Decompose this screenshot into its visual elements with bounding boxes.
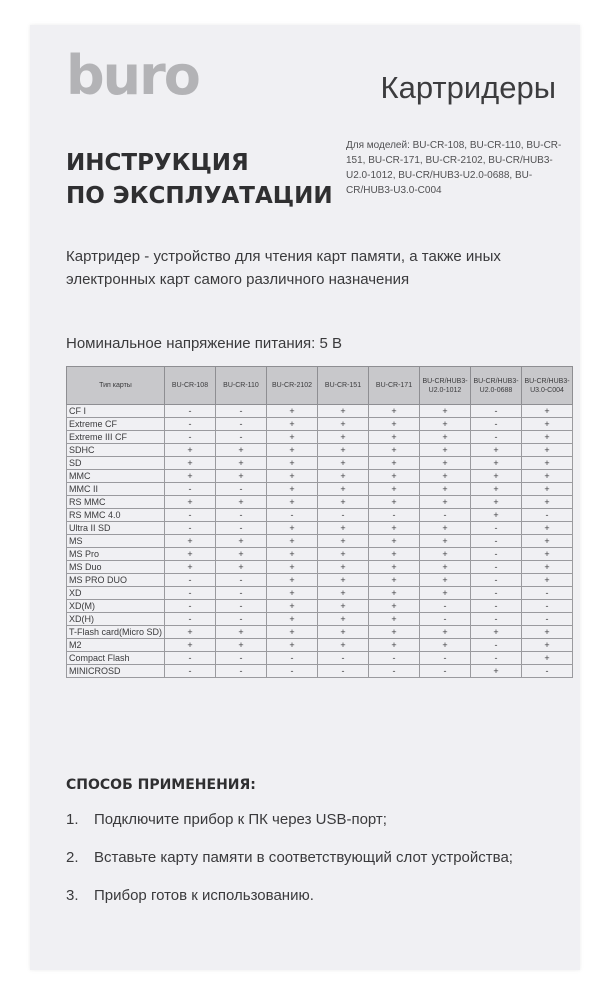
- card-type-cell: XD(H): [67, 613, 165, 626]
- support-cell: +: [369, 522, 420, 535]
- support-cell: +: [420, 405, 471, 418]
- product-title: Картридеры: [380, 70, 556, 105]
- table-row: [67, 470, 573, 483]
- card-type-cell: Ultra II SD: [67, 522, 165, 535]
- card-type-cell: SDHC: [67, 444, 165, 457]
- support-cell: -: [165, 509, 216, 522]
- support-cell: -: [165, 613, 216, 626]
- support-cell: +: [420, 483, 471, 496]
- intro-paragraph: Картридер - устройство для чтения карт памяти, а также иных электронных карт самого различного назначения: [66, 248, 501, 288]
- support-cell: +: [369, 587, 420, 600]
- support-cell: -: [522, 509, 573, 522]
- support-cell: +: [522, 626, 573, 639]
- support-cell: -: [165, 574, 216, 587]
- support-cell: +: [216, 444, 267, 457]
- support-cell: +: [522, 418, 573, 431]
- support-cell: -: [420, 665, 471, 678]
- support-cell: +: [471, 444, 522, 457]
- support-cell: +: [522, 535, 573, 548]
- support-cell: +: [369, 613, 420, 626]
- step-number: 1.: [66, 811, 79, 828]
- card-type-cell: MMC: [67, 470, 165, 483]
- support-cell: +: [267, 548, 318, 561]
- support-cell: -: [165, 522, 216, 535]
- support-cell: +: [165, 470, 216, 483]
- support-cell: +: [318, 600, 369, 613]
- step-text: Прибор готов к использованию.: [94, 887, 314, 904]
- support-cell: -: [471, 587, 522, 600]
- compatibility-table: [66, 366, 573, 678]
- card-type-cell: MMC II: [67, 483, 165, 496]
- support-cell: +: [420, 496, 471, 509]
- support-cell: -: [318, 652, 369, 665]
- card-type-cell: CF I: [67, 405, 165, 418]
- support-cell: +: [318, 522, 369, 535]
- step-number: 2.: [66, 849, 79, 866]
- support-cell: +: [267, 587, 318, 600]
- support-cell: -: [471, 405, 522, 418]
- support-cell: -: [471, 561, 522, 574]
- support-cell: +: [420, 522, 471, 535]
- support-cell: +: [267, 431, 318, 444]
- card-type-cell: T-Flash card(Micro SD): [67, 626, 165, 639]
- support-cell: +: [420, 431, 471, 444]
- support-cell: +: [267, 457, 318, 470]
- card-type-cell: XD(M): [67, 600, 165, 613]
- support-cell: -: [522, 600, 573, 613]
- support-cell: -: [216, 418, 267, 431]
- support-cell: -: [216, 600, 267, 613]
- support-cell: +: [522, 574, 573, 587]
- support-cell: +: [318, 431, 369, 444]
- support-cell: +: [216, 548, 267, 561]
- usage-heading: СПОСОБ ПРИМЕНЕНИЯ:: [66, 777, 256, 793]
- support-cell: -: [216, 431, 267, 444]
- card-type-cell: Extreme III CF: [67, 431, 165, 444]
- instruction-sheet: [30, 25, 580, 970]
- support-cell: +: [318, 535, 369, 548]
- support-cell: +: [165, 496, 216, 509]
- support-cell: -: [471, 600, 522, 613]
- support-cell: +: [165, 535, 216, 548]
- support-cell: +: [267, 405, 318, 418]
- support-cell: -: [420, 613, 471, 626]
- support-cell: +: [318, 561, 369, 574]
- support-cell: +: [420, 535, 471, 548]
- table-row: [67, 418, 573, 431]
- support-cell: +: [369, 561, 420, 574]
- support-cell: +: [522, 457, 573, 470]
- support-cell: -: [216, 522, 267, 535]
- support-cell: +: [369, 626, 420, 639]
- model-column-header: BU-CR-2102: [267, 367, 318, 405]
- support-cell: +: [369, 457, 420, 470]
- model-column-header: BU-CR-108: [165, 367, 216, 405]
- table-row: [67, 613, 573, 626]
- card-type-cell: Compact Flash: [67, 652, 165, 665]
- support-cell: +: [318, 470, 369, 483]
- support-cell: -: [522, 665, 573, 678]
- support-cell: +: [216, 535, 267, 548]
- card-type-cell: RS MMC: [67, 496, 165, 509]
- support-cell: -: [471, 639, 522, 652]
- card-type-cell: MS: [67, 535, 165, 548]
- card-type-cell: MS PRO DUO: [67, 574, 165, 587]
- support-cell: +: [420, 548, 471, 561]
- support-cell: +: [216, 561, 267, 574]
- table-row: [67, 535, 573, 548]
- usage-step: [66, 887, 314, 904]
- support-cell: +: [216, 457, 267, 470]
- support-cell: +: [165, 444, 216, 457]
- support-cell: -: [165, 431, 216, 444]
- support-cell: -: [369, 509, 420, 522]
- support-cell: -: [420, 652, 471, 665]
- support-cell: +: [471, 626, 522, 639]
- card-type-cell: RS MMC 4.0: [67, 509, 165, 522]
- table-row: [67, 431, 573, 444]
- table-row: [67, 574, 573, 587]
- support-cell: -: [318, 509, 369, 522]
- support-cell: +: [369, 444, 420, 457]
- support-cell: -: [216, 652, 267, 665]
- models-list: Для моделей: BU-CR-108, BU-CR-110, BU-CR-151, BU-CR-171, BU-CR-2102, BU-CR/HUB3-U2.0-1012, BU-CR/HUB3-U2.0-0688, BU-CR/HUB3-U3.0-C004: [346, 140, 562, 196]
- support-cell: +: [318, 405, 369, 418]
- support-cell: -: [471, 613, 522, 626]
- support-cell: -: [471, 652, 522, 665]
- table-row: [67, 483, 573, 496]
- support-cell: +: [318, 574, 369, 587]
- usage-step: [66, 849, 513, 866]
- table-row: [67, 457, 573, 470]
- support-cell: +: [216, 639, 267, 652]
- table-row: [67, 587, 573, 600]
- support-cell: -: [216, 483, 267, 496]
- support-cell: +: [318, 587, 369, 600]
- support-cell: +: [522, 483, 573, 496]
- support-cell: +: [267, 561, 318, 574]
- support-cell: +: [522, 496, 573, 509]
- support-cell: +: [471, 509, 522, 522]
- table-row: [67, 626, 573, 639]
- support-cell: +: [267, 639, 318, 652]
- card-type-cell: MS Duo: [67, 561, 165, 574]
- support-cell: +: [267, 522, 318, 535]
- table-row: [67, 496, 573, 509]
- support-cell: +: [318, 483, 369, 496]
- support-cell: +: [522, 639, 573, 652]
- table-row: [67, 665, 573, 678]
- table-row: [67, 652, 573, 665]
- support-cell: +: [369, 483, 420, 496]
- support-cell: +: [267, 613, 318, 626]
- voltage-line: Номинальное напряжение питания: 5 В: [66, 335, 342, 352]
- support-cell: +: [522, 522, 573, 535]
- support-cell: -: [267, 665, 318, 678]
- support-cell: +: [165, 548, 216, 561]
- support-cell: -: [522, 587, 573, 600]
- support-cell: +: [267, 483, 318, 496]
- support-cell: +: [369, 574, 420, 587]
- support-cell: -: [165, 665, 216, 678]
- document-title-line1: ИНСТРУКЦИЯ: [66, 150, 249, 176]
- support-cell: -: [216, 405, 267, 418]
- support-cell: +: [318, 418, 369, 431]
- support-cell: -: [216, 613, 267, 626]
- model-column-header: BU-CR-151: [318, 367, 369, 405]
- support-cell: -: [471, 431, 522, 444]
- support-cell: -: [420, 509, 471, 522]
- support-cell: +: [522, 431, 573, 444]
- support-cell: +: [369, 405, 420, 418]
- support-cell: +: [318, 613, 369, 626]
- support-cell: -: [369, 665, 420, 678]
- support-cell: -: [165, 652, 216, 665]
- support-cell: +: [165, 457, 216, 470]
- support-cell: +: [471, 496, 522, 509]
- support-cell: -: [165, 600, 216, 613]
- step-number: 3.: [66, 887, 79, 904]
- support-cell: +: [420, 470, 471, 483]
- support-cell: +: [420, 587, 471, 600]
- support-cell: +: [318, 457, 369, 470]
- support-cell: -: [522, 613, 573, 626]
- support-cell: +: [369, 470, 420, 483]
- step-text: Подключите прибор к ПК через USB-порт;: [94, 811, 387, 828]
- table-row: [67, 509, 573, 522]
- support-cell: -: [216, 665, 267, 678]
- card-type-cell: Extreme CF: [67, 418, 165, 431]
- support-cell: +: [216, 626, 267, 639]
- support-cell: +: [165, 626, 216, 639]
- support-cell: +: [267, 496, 318, 509]
- model-column-header: BU-CR-110: [216, 367, 267, 405]
- table-row: [67, 639, 573, 652]
- support-cell: +: [522, 444, 573, 457]
- support-cell: +: [522, 548, 573, 561]
- support-cell: +: [369, 600, 420, 613]
- model-column-header: BU-CR-171: [369, 367, 420, 405]
- support-cell: +: [369, 548, 420, 561]
- support-cell: +: [369, 418, 420, 431]
- support-cell: +: [420, 561, 471, 574]
- support-cell: +: [267, 626, 318, 639]
- support-cell: -: [471, 548, 522, 561]
- support-cell: -: [165, 587, 216, 600]
- support-cell: +: [420, 639, 471, 652]
- support-cell: +: [369, 431, 420, 444]
- model-column-header: BU-CR/HUB3-U2.0-1012: [420, 367, 471, 405]
- support-cell: +: [267, 600, 318, 613]
- table-header-row: [67, 367, 573, 405]
- document-title-line2: ПО ЭКСПЛУАТАЦИИ: [66, 183, 333, 209]
- brand-logo: buro: [66, 44, 199, 107]
- support-cell: -: [165, 405, 216, 418]
- model-column-header: BU-CR/HUB3-U3.0-C004: [522, 367, 573, 405]
- support-cell: -: [216, 587, 267, 600]
- support-cell: +: [165, 639, 216, 652]
- card-type-cell: SD: [67, 457, 165, 470]
- support-cell: +: [318, 548, 369, 561]
- support-cell: +: [522, 652, 573, 665]
- table-row: [67, 522, 573, 535]
- support-cell: -: [471, 535, 522, 548]
- table-row: [67, 561, 573, 574]
- table-row: [67, 444, 573, 457]
- card-type-cell: M2: [67, 639, 165, 652]
- support-cell: -: [267, 509, 318, 522]
- support-cell: +: [420, 418, 471, 431]
- support-cell: +: [369, 535, 420, 548]
- card-type-header: Тип карты: [67, 367, 165, 405]
- card-type-cell: XD: [67, 587, 165, 600]
- model-column-header: BU-CR/HUB3-U2.0-0688: [471, 367, 522, 405]
- support-cell: +: [267, 418, 318, 431]
- support-cell: +: [471, 457, 522, 470]
- support-cell: -: [471, 574, 522, 587]
- table-row: [67, 600, 573, 613]
- support-cell: +: [216, 470, 267, 483]
- support-cell: -: [471, 522, 522, 535]
- step-text: Вставьте карту памяти в соответствующий слот устройства;: [94, 849, 513, 866]
- support-cell: +: [369, 496, 420, 509]
- support-cell: +: [420, 574, 471, 587]
- support-cell: -: [369, 652, 420, 665]
- support-cell: -: [471, 418, 522, 431]
- support-cell: +: [420, 457, 471, 470]
- support-cell: +: [318, 639, 369, 652]
- support-cell: +: [522, 405, 573, 418]
- support-cell: +: [471, 665, 522, 678]
- usage-step: [66, 811, 387, 828]
- support-cell: -: [165, 418, 216, 431]
- support-cell: +: [318, 496, 369, 509]
- support-cell: +: [522, 561, 573, 574]
- document-title: [66, 147, 333, 213]
- support-cell: -: [420, 600, 471, 613]
- support-cell: +: [369, 639, 420, 652]
- support-cell: -: [318, 665, 369, 678]
- support-cell: +: [165, 561, 216, 574]
- support-cell: +: [420, 444, 471, 457]
- support-cell: -: [216, 574, 267, 587]
- support-cell: -: [267, 652, 318, 665]
- support-cell: +: [267, 470, 318, 483]
- support-cell: +: [318, 626, 369, 639]
- support-cell: +: [216, 496, 267, 509]
- support-cell: +: [471, 470, 522, 483]
- support-cell: +: [267, 535, 318, 548]
- card-type-cell: MINICROSD: [67, 665, 165, 678]
- support-cell: +: [318, 444, 369, 457]
- support-cell: +: [522, 470, 573, 483]
- table-row: [67, 405, 573, 418]
- support-cell: +: [420, 626, 471, 639]
- card-type-cell: MS Pro: [67, 548, 165, 561]
- table-row: [67, 548, 573, 561]
- support-cell: +: [267, 574, 318, 587]
- support-cell: -: [216, 509, 267, 522]
- support-cell: +: [471, 483, 522, 496]
- support-cell: -: [165, 483, 216, 496]
- support-cell: +: [267, 444, 318, 457]
